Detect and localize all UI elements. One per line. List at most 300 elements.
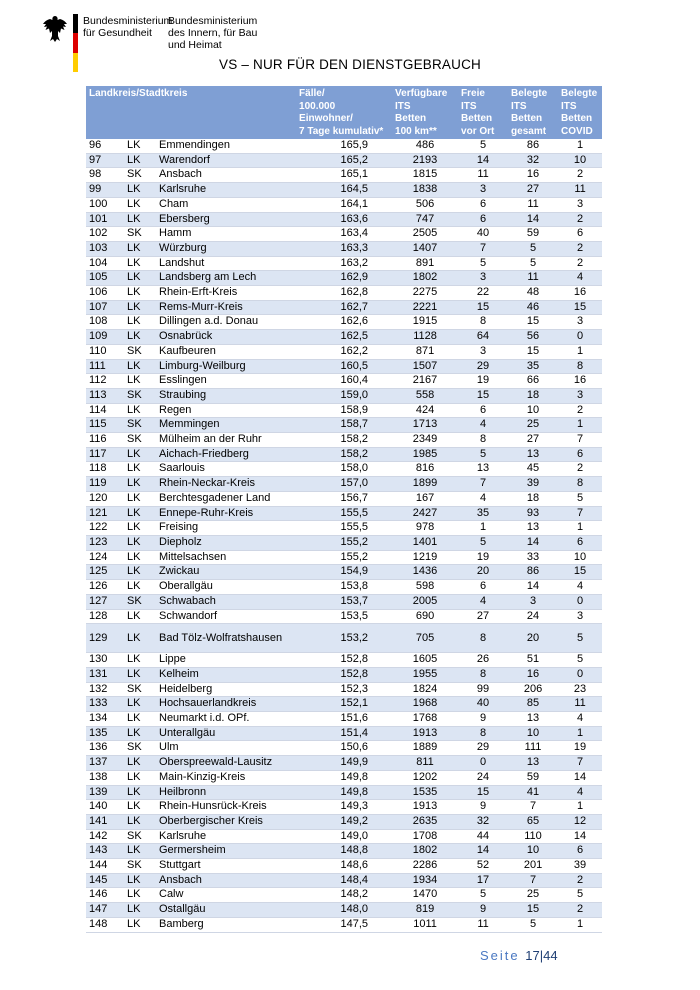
rank-cell: 137: [86, 756, 124, 771]
available-beds-cell: 1768: [392, 712, 458, 727]
table-row: [86, 506, 602, 521]
incidence-cell: 158,9: [289, 403, 392, 418]
district-cell: Ansbach: [156, 168, 289, 183]
table-row: [86, 388, 602, 403]
free-beds-cell: 35: [458, 506, 508, 521]
incidence-cell: 160,5: [289, 359, 392, 374]
incidence-cell: 158,2: [289, 433, 392, 448]
free-beds-cell: 22: [458, 286, 508, 301]
rank-cell: 119: [86, 477, 124, 492]
occupied-beds-cell: 25: [508, 418, 558, 433]
district-cell: Rhein-Neckar-Kreis: [156, 477, 289, 492]
available-beds-cell: 1713: [392, 418, 458, 433]
available-beds-cell: 705: [392, 624, 458, 653]
incidence-cell: 159,0: [289, 388, 392, 403]
rank-cell: 98: [86, 168, 124, 183]
type-cell: LK: [124, 565, 156, 580]
occupied-beds-cell: 33: [508, 550, 558, 565]
incidence-cell: 162,6: [289, 315, 392, 330]
occupied-beds-cell: 16: [508, 667, 558, 682]
incidence-cell: 149,9: [289, 756, 392, 771]
free-beds-cell: 5: [458, 256, 508, 271]
occupied-beds-cell: 111: [508, 741, 558, 756]
table-row: [86, 609, 602, 624]
available-beds-cell: 891: [392, 256, 458, 271]
rank-cell: 110: [86, 344, 124, 359]
free-beds-cell: 32: [458, 814, 508, 829]
type-cell: SK: [124, 829, 156, 844]
free-beds-cell: 6: [458, 403, 508, 418]
district-its-table: [86, 86, 602, 933]
free-beds-cell: 5: [458, 447, 508, 462]
free-beds-cell: 6: [458, 580, 508, 595]
occupied-beds-cell: 201: [508, 859, 558, 874]
rank-cell: 113: [86, 388, 124, 403]
occupied-beds-cell: 25: [508, 888, 558, 903]
incidence-cell: 163,2: [289, 256, 392, 271]
table-row: [86, 565, 602, 580]
available-beds-cell: 2005: [392, 594, 458, 609]
ministry-interior-label: Bundesministerium des Innern, für Bau und Heimat: [168, 15, 258, 51]
rank-cell: 133: [86, 697, 124, 712]
free-beds-cell: 9: [458, 800, 508, 815]
available-beds-cell: 486: [392, 139, 458, 153]
rank-cell: 120: [86, 491, 124, 506]
rank-cell: 116: [86, 433, 124, 448]
incidence-cell: 163,4: [289, 227, 392, 242]
available-beds-cell: 1899: [392, 477, 458, 492]
occupied-beds-cell: 20: [508, 624, 558, 653]
district-cell: Würzburg: [156, 241, 289, 256]
free-beds-cell: 52: [458, 859, 508, 874]
covid-beds-cell: 1: [558, 917, 602, 932]
occupied-beds-cell: 10: [508, 403, 558, 418]
covid-beds-cell: 2: [558, 241, 602, 256]
free-beds-cell: 24: [458, 770, 508, 785]
available-beds-cell: 1824: [392, 682, 458, 697]
occupied-beds-cell: 59: [508, 770, 558, 785]
rank-cell: 130: [86, 653, 124, 668]
free-beds-cell: 6: [458, 212, 508, 227]
covid-beds-cell: 14: [558, 829, 602, 844]
occupied-beds-cell: 86: [508, 565, 558, 580]
type-cell: LK: [124, 726, 156, 741]
free-beds-cell: 29: [458, 741, 508, 756]
incidence-cell: 147,5: [289, 917, 392, 932]
covid-beds-cell: 2: [558, 873, 602, 888]
type-cell: LK: [124, 624, 156, 653]
covid-beds-cell: 5: [558, 653, 602, 668]
incidence-cell: 149,8: [289, 770, 392, 785]
occupied-beds-cell: 85: [508, 697, 558, 712]
available-beds-cell: 1968: [392, 697, 458, 712]
table-row: [86, 153, 602, 168]
district-cell: Rems-Murr-Kreis: [156, 300, 289, 315]
district-cell: Bad Tölz-Wolfratshausen: [156, 624, 289, 653]
available-beds-cell: 1219: [392, 550, 458, 565]
rank-cell: 134: [86, 712, 124, 727]
type-cell: LK: [124, 271, 156, 286]
district-cell: Mülheim an der Ruhr: [156, 433, 289, 448]
available-beds-cell: 819: [392, 903, 458, 918]
district-cell: Heidelberg: [156, 682, 289, 697]
free-beds-cell: 40: [458, 697, 508, 712]
table-row: [86, 168, 602, 183]
rank-cell: 114: [86, 403, 124, 418]
incidence-cell: 165,1: [289, 168, 392, 183]
covid-beds-cell: 3: [558, 609, 602, 624]
type-cell: LK: [124, 580, 156, 595]
district-cell: Freising: [156, 521, 289, 536]
covid-beds-cell: 11: [558, 697, 602, 712]
table-row: [86, 418, 602, 433]
available-beds-cell: 2349: [392, 433, 458, 448]
free-beds-cell: 29: [458, 359, 508, 374]
table-row: [86, 667, 602, 682]
covid-beds-cell: 7: [558, 506, 602, 521]
available-beds-cell: 978: [392, 521, 458, 536]
covid-beds-cell: 6: [558, 447, 602, 462]
table-row: [86, 917, 602, 932]
rank-cell: 121: [86, 506, 124, 521]
rank-cell: 141: [86, 814, 124, 829]
covid-beds-cell: 8: [558, 359, 602, 374]
district-cell: Schwabach: [156, 594, 289, 609]
header-available: Verfügbare ITS Betten 100 km**: [392, 86, 458, 139]
table-row: [86, 873, 602, 888]
table-row: [86, 800, 602, 815]
incidence-cell: 164,5: [289, 183, 392, 198]
rank-cell: 99: [86, 183, 124, 198]
free-beds-cell: 5: [458, 535, 508, 550]
rank-cell: 106: [86, 286, 124, 301]
incidence-cell: 153,7: [289, 594, 392, 609]
free-beds-cell: 6: [458, 197, 508, 212]
table-row: [86, 212, 602, 227]
incidence-cell: 155,2: [289, 550, 392, 565]
available-beds-cell: 1436: [392, 565, 458, 580]
available-beds-cell: 1470: [392, 888, 458, 903]
occupied-beds-cell: 5: [508, 917, 558, 932]
incidence-cell: 148,6: [289, 859, 392, 874]
table-row: [86, 712, 602, 727]
covid-beds-cell: 3: [558, 197, 602, 212]
available-beds-cell: 1802: [392, 271, 458, 286]
available-beds-cell: 1605: [392, 653, 458, 668]
classification-title: VS – NUR FÜR DEN DIENSTGEBRAUCH: [219, 57, 481, 72]
incidence-cell: 164,1: [289, 197, 392, 212]
free-beds-cell: 19: [458, 374, 508, 389]
rank-cell: 107: [86, 300, 124, 315]
rank-cell: 112: [86, 374, 124, 389]
type-cell: SK: [124, 741, 156, 756]
covid-beds-cell: 5: [558, 491, 602, 506]
incidence-cell: 157,0: [289, 477, 392, 492]
table-row: [86, 844, 602, 859]
incidence-cell: 155,5: [289, 506, 392, 521]
table-row: [86, 183, 602, 198]
available-beds-cell: 1889: [392, 741, 458, 756]
rank-cell: 109: [86, 330, 124, 345]
occupied-beds-cell: 48: [508, 286, 558, 301]
covid-beds-cell: 7: [558, 756, 602, 771]
rank-cell: 131: [86, 667, 124, 682]
type-cell: SK: [124, 168, 156, 183]
available-beds-cell: 747: [392, 212, 458, 227]
covid-beds-cell: 39: [558, 859, 602, 874]
covid-beds-cell: 12: [558, 814, 602, 829]
occupied-beds-cell: 5: [508, 241, 558, 256]
free-beds-cell: 44: [458, 829, 508, 844]
type-cell: LK: [124, 300, 156, 315]
type-cell: LK: [124, 785, 156, 800]
district-cell: Calw: [156, 888, 289, 903]
occupied-beds-cell: 7: [508, 873, 558, 888]
incidence-cell: 162,2: [289, 344, 392, 359]
covid-beds-cell: 10: [558, 153, 602, 168]
district-cell: Osnabrück: [156, 330, 289, 345]
available-beds-cell: 1955: [392, 667, 458, 682]
district-cell: Stuttgart: [156, 859, 289, 874]
incidence-cell: 155,5: [289, 521, 392, 536]
covid-beds-cell: 15: [558, 565, 602, 580]
rank-cell: 115: [86, 418, 124, 433]
type-cell: LK: [124, 447, 156, 462]
covid-beds-cell: 16: [558, 286, 602, 301]
type-cell: LK: [124, 667, 156, 682]
type-cell: SK: [124, 433, 156, 448]
district-cell: Limburg-Weilburg: [156, 359, 289, 374]
incidence-cell: 156,7: [289, 491, 392, 506]
district-cell: Ebersberg: [156, 212, 289, 227]
incidence-cell: 154,9: [289, 565, 392, 580]
incidence-cell: 149,2: [289, 814, 392, 829]
covid-beds-cell: 1: [558, 800, 602, 815]
available-beds-cell: 2286: [392, 859, 458, 874]
available-beds-cell: 811: [392, 756, 458, 771]
free-beds-cell: 8: [458, 433, 508, 448]
occupied-beds-cell: 14: [508, 212, 558, 227]
incidence-cell: 148,0: [289, 903, 392, 918]
occupied-beds-cell: 59: [508, 227, 558, 242]
table-row: [86, 859, 602, 874]
occupied-beds-cell: 24: [508, 609, 558, 624]
covid-beds-cell: 7: [558, 433, 602, 448]
incidence-cell: 158,7: [289, 418, 392, 433]
available-beds-cell: 2167: [392, 374, 458, 389]
district-cell: Rhein-Erft-Kreis: [156, 286, 289, 301]
covid-beds-cell: 5: [558, 888, 602, 903]
district-cell: Mittelsachsen: [156, 550, 289, 565]
type-cell: LK: [124, 653, 156, 668]
rank-cell: 118: [86, 462, 124, 477]
incidence-cell: 163,6: [289, 212, 392, 227]
covid-beds-cell: 4: [558, 785, 602, 800]
covid-beds-cell: 0: [558, 594, 602, 609]
header-free: Freie ITS Betten vor Ort: [458, 86, 508, 139]
covid-beds-cell: 15: [558, 300, 602, 315]
type-cell: SK: [124, 594, 156, 609]
district-cell: Ansbach: [156, 873, 289, 888]
free-beds-cell: 26: [458, 653, 508, 668]
free-beds-cell: 15: [458, 300, 508, 315]
available-beds-cell: 1535: [392, 785, 458, 800]
district-cell: Germersheim: [156, 844, 289, 859]
table-row: [86, 785, 602, 800]
available-beds-cell: 1708: [392, 829, 458, 844]
rank-cell: 97: [86, 153, 124, 168]
federal-eagle-icon: [42, 14, 68, 44]
district-cell: Heilbronn: [156, 785, 289, 800]
incidence-cell: 158,2: [289, 447, 392, 462]
covid-beds-cell: 2: [558, 903, 602, 918]
type-cell: SK: [124, 227, 156, 242]
incidence-cell: 162,5: [289, 330, 392, 345]
incidence-cell: 165,9: [289, 139, 392, 153]
incidence-cell: 152,3: [289, 682, 392, 697]
free-beds-cell: 17: [458, 873, 508, 888]
rank-cell: 145: [86, 873, 124, 888]
table-row: [86, 139, 602, 153]
rank-cell: 126: [86, 580, 124, 595]
available-beds-cell: 1913: [392, 800, 458, 815]
type-cell: SK: [124, 859, 156, 874]
free-beds-cell: 5: [458, 888, 508, 903]
occupied-beds-cell: 66: [508, 374, 558, 389]
available-beds-cell: 1128: [392, 330, 458, 345]
occupied-beds-cell: 41: [508, 785, 558, 800]
occupied-beds-cell: 93: [508, 506, 558, 521]
incidence-cell: 162,9: [289, 271, 392, 286]
rank-cell: 122: [86, 521, 124, 536]
covid-beds-cell: 14: [558, 770, 602, 785]
table-row: [86, 829, 602, 844]
type-cell: LK: [124, 462, 156, 477]
occupied-beds-cell: 11: [508, 197, 558, 212]
table-row: [86, 741, 602, 756]
page-label: Seite: [480, 948, 520, 963]
district-cell: Oberallgäu: [156, 580, 289, 595]
occupied-beds-cell: 32: [508, 153, 558, 168]
available-beds-cell: 1934: [392, 873, 458, 888]
incidence-cell: 152,1: [289, 697, 392, 712]
occupied-beds-cell: 56: [508, 330, 558, 345]
type-cell: LK: [124, 814, 156, 829]
occupied-beds-cell: 13: [508, 712, 558, 727]
incidence-cell: 148,2: [289, 888, 392, 903]
incidence-cell: 153,8: [289, 580, 392, 595]
table-row: [86, 521, 602, 536]
table-header-row: [86, 86, 602, 139]
covid-beds-cell: 23: [558, 682, 602, 697]
page-total: 44: [543, 948, 558, 963]
district-cell: Main-Kinzig-Kreis: [156, 770, 289, 785]
free-beds-cell: 9: [458, 712, 508, 727]
available-beds-cell: 1802: [392, 844, 458, 859]
page-footer: [480, 948, 558, 963]
occupied-beds-cell: 18: [508, 388, 558, 403]
type-cell: LK: [124, 477, 156, 492]
occupied-beds-cell: 65: [508, 814, 558, 829]
type-cell: LK: [124, 712, 156, 727]
covid-beds-cell: 4: [558, 580, 602, 595]
available-beds-cell: 2221: [392, 300, 458, 315]
table-row: [86, 535, 602, 550]
type-cell: LK: [124, 330, 156, 345]
free-beds-cell: 11: [458, 917, 508, 932]
district-cell: Aichach-Friedberg: [156, 447, 289, 462]
table-row: [86, 359, 602, 374]
free-beds-cell: 14: [458, 844, 508, 859]
covid-beds-cell: 1: [558, 344, 602, 359]
covid-beds-cell: 10: [558, 550, 602, 565]
covid-beds-cell: 6: [558, 227, 602, 242]
district-cell: Ostallgäu: [156, 903, 289, 918]
free-beds-cell: 11: [458, 168, 508, 183]
available-beds-cell: 1507: [392, 359, 458, 374]
table-row: [86, 550, 602, 565]
covid-beds-cell: 2: [558, 403, 602, 418]
rank-cell: 143: [86, 844, 124, 859]
available-beds-cell: 1913: [392, 726, 458, 741]
type-cell: LK: [124, 770, 156, 785]
district-cell: Hamm: [156, 227, 289, 242]
table-row: [86, 271, 602, 286]
free-beds-cell: 5: [458, 139, 508, 153]
available-beds-cell: 506: [392, 197, 458, 212]
available-beds-cell: 1815: [392, 168, 458, 183]
table-row: [86, 433, 602, 448]
rank-cell: 111: [86, 359, 124, 374]
free-beds-cell: 4: [458, 418, 508, 433]
available-beds-cell: 598: [392, 580, 458, 595]
type-cell: LK: [124, 153, 156, 168]
covid-beds-cell: 0: [558, 667, 602, 682]
free-beds-cell: 0: [458, 756, 508, 771]
district-cell: Rhein-Hunsrück-Kreis: [156, 800, 289, 815]
free-beds-cell: 8: [458, 624, 508, 653]
available-beds-cell: 558: [392, 388, 458, 403]
ministry-health-label: Bundesministerium für Gesundheit: [83, 15, 173, 39]
rank-cell: 140: [86, 800, 124, 815]
covid-beds-cell: 6: [558, 844, 602, 859]
rank-cell: 136: [86, 741, 124, 756]
free-beds-cell: 27: [458, 609, 508, 624]
rank-cell: 103: [86, 241, 124, 256]
type-cell: LK: [124, 903, 156, 918]
occupied-beds-cell: 14: [508, 535, 558, 550]
type-cell: LK: [124, 491, 156, 506]
type-cell: LK: [124, 374, 156, 389]
free-beds-cell: 8: [458, 667, 508, 682]
free-beds-cell: 8: [458, 315, 508, 330]
incidence-cell: 151,6: [289, 712, 392, 727]
rank-cell: 127: [86, 594, 124, 609]
available-beds-cell: 690: [392, 609, 458, 624]
free-beds-cell: 15: [458, 388, 508, 403]
occupied-beds-cell: 3: [508, 594, 558, 609]
district-cell: Bamberg: [156, 917, 289, 932]
occupied-beds-cell: 110: [508, 829, 558, 844]
header-occupied: Belegte ITS Betten gesamt: [508, 86, 558, 139]
type-cell: LK: [124, 256, 156, 271]
type-cell: LK: [124, 873, 156, 888]
table-row: [86, 491, 602, 506]
occupied-beds-cell: 15: [508, 344, 558, 359]
table-row: [86, 330, 602, 345]
district-cell: Straubing: [156, 388, 289, 403]
district-cell: Cham: [156, 197, 289, 212]
